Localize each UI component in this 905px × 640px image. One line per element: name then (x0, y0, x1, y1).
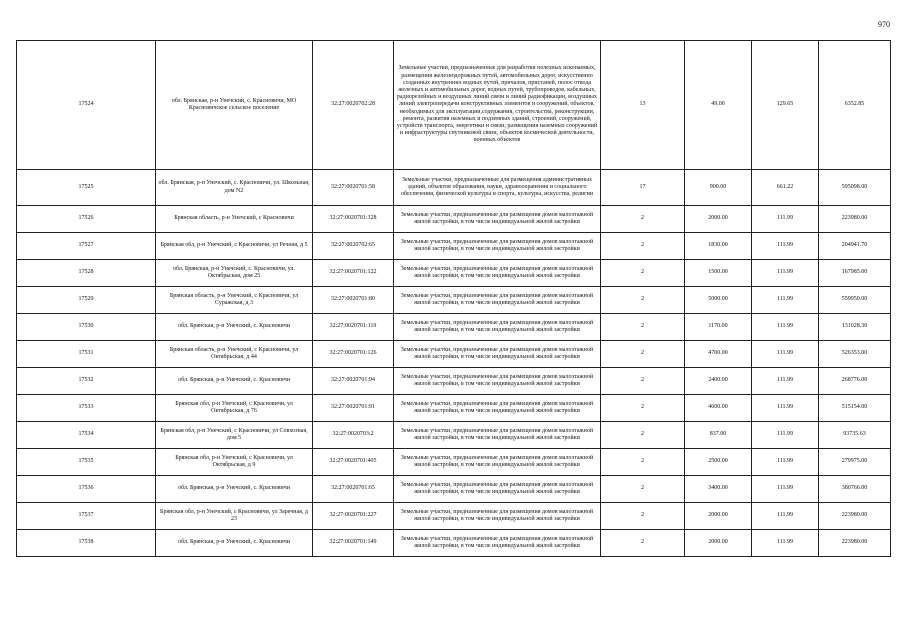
record-number: 17534 (17, 422, 156, 449)
use-group: 2 (601, 314, 685, 341)
table-body (17, 41, 891, 557)
cadastral-number: 32:27:0020701:65 (313, 476, 394, 503)
record-number: 17524 (17, 41, 156, 170)
use-group: 2 (601, 368, 685, 395)
cost-rate: 111.99 (752, 530, 819, 557)
land-use-purpose: Земельные участки, предназначенные для размещения домов малоэтажной жилой застройки, в том числе индивидуальной жилой застройки (394, 422, 601, 449)
use-group: 2 (601, 206, 685, 233)
record-number: 17531 (17, 341, 156, 368)
cadastral-cost: 268776.00 (819, 368, 891, 395)
table-row (17, 341, 891, 368)
land-use-purpose: Земельные участки, предназначенные для размещения домов малоэтажной жилой застройки, в том числе индивидуальной жилой застройки (394, 449, 601, 476)
area-value: 4700.00 (685, 341, 752, 368)
cost-rate: 111.99 (752, 341, 819, 368)
area-value: 1500.00 (685, 260, 752, 287)
cadastral-number: 32:27:0020701:149 (313, 530, 394, 557)
table-row (17, 170, 891, 206)
land-use-purpose: Земельные участки, предназначенные для размещения домов малоэтажной жилой застройки, в том числе индивидуальной жилой застройки (394, 206, 601, 233)
cost-rate: 111.99 (752, 233, 819, 260)
address-cell: Брянская обл, р-н Унечский, с Красновичи, ул Октябрьская, д 76 (156, 395, 313, 422)
land-use-purpose: Земельные участки, предназначенные для разработки полезных ископаемых, размещения железнодорожных путей, автомобильных дорог, искусственно созданных внутренних водных путей, причалов, пристаней, полос отвода железных и автомобильных дорог, водных путей, трубопроводов, кабельных, радиорелейных и воздушных линий связи и линий радиофикации, воздушных линий электропередачи конструктивных элементов и сооружений, объектов, необходимых для эксплуатации,содержания, строительства, реконструкции, ремонта, развития наземных и подземных зданий, строений, сооружений, устройств транспорта, энергетики и связи; размещения наземных сооружений и инфраструктуры спутниковой связи, объектов космической деятельности, военных объектов (394, 41, 601, 170)
record-number: 17538 (17, 530, 156, 557)
cadastral-number: 32:27:0020701:91 (313, 395, 394, 422)
address-cell: Брянская область, р-н Унечский, с Красновичи, ул Суражская, д 3 (156, 287, 313, 314)
land-use-purpose: Земельные участки, предназначенные для размещения домов малоэтажной жилой застройки, в том числе индивидуальной жилой застройки (394, 395, 601, 422)
cadastral-cost: 6352.85 (819, 41, 891, 170)
land-use-purpose: Земельные участки, предназначенные для размещения домов малоэтажной жилой застройки, в том числе индивидуальной жилой застройки (394, 260, 601, 287)
table-row (17, 233, 891, 260)
address-cell: обл. Брянская, р-н Унечский, с. Красновичи (156, 530, 313, 557)
table-row (17, 449, 891, 476)
cost-rate: 111.99 (752, 314, 819, 341)
record-number: 17529 (17, 287, 156, 314)
record-number: 17533 (17, 395, 156, 422)
cadastral-cost: 93735.63 (819, 422, 891, 449)
table-row (17, 287, 891, 314)
cost-rate: 111.99 (752, 476, 819, 503)
address-cell: Брянская область, р-н Унечский, с Красновичи (156, 206, 313, 233)
record-number: 17536 (17, 476, 156, 503)
land-use-purpose: Земельные участки, предназначенные для размещения домов малоэтажной жилой застройки, в том числе индивидуальной жилой застройки (394, 368, 601, 395)
cadastral-number: 32:27:0020701:58 (313, 170, 394, 206)
land-use-purpose: Земельные участки, предназначенные для размещения домов малоэтажной жилой застройки, в том числе индивидуальной жилой застройки (394, 233, 601, 260)
area-value: 4600.00 (685, 395, 752, 422)
address-cell: Брянская обл, р-н Унечский, с Красновичи, ул Речная, д 5 (156, 233, 313, 260)
address-cell: Брянская обл, р-н Унечский, с Красновичи, ул Совхозная, дом 5 (156, 422, 313, 449)
record-number: 17528 (17, 260, 156, 287)
area-value: 5000.00 (685, 287, 752, 314)
cadastral-number: 32:27:0020701:80 (313, 287, 394, 314)
land-use-purpose: Земельные участки, предназначенные для размещения домов малоэтажной жилой застройки, в том числе индивидуальной жилой застройки (394, 287, 601, 314)
cadastral-cost: 131028.30 (819, 314, 891, 341)
cadastral-number: 32:27:0020702:65 (313, 233, 394, 260)
cadastral-number: 32:27:0020701:405 (313, 449, 394, 476)
cadastral-number: 32:27:0020702:28 (313, 41, 394, 170)
record-number: 17532 (17, 368, 156, 395)
use-group: 2 (601, 476, 685, 503)
address-cell: обл. Брянская, р-н Унечский, с. Красновичи, ул. Октябрьская, дом 25 (156, 260, 313, 287)
use-group: 2 (601, 287, 685, 314)
table-row (17, 368, 891, 395)
cadastral-cost: 595098.00 (819, 170, 891, 206)
cost-rate: 111.99 (752, 206, 819, 233)
area-value: 2000.00 (685, 503, 752, 530)
cadastral-cost: 380766.00 (819, 476, 891, 503)
address-cell: Брянская обл, р-н Унечский, с Красновичи, ул Заречная, д 23 (156, 503, 313, 530)
cadastral-number: 32:27:0020701:122 (313, 260, 394, 287)
use-group: 2 (601, 395, 685, 422)
record-number: 17527 (17, 233, 156, 260)
use-group: 13 (601, 41, 685, 170)
table-row (17, 530, 891, 557)
cost-rate: 661.22 (752, 170, 819, 206)
cost-rate: 111.99 (752, 395, 819, 422)
table-row (17, 260, 891, 287)
cadastral-cost: 223980.00 (819, 206, 891, 233)
land-use-purpose: Земельные участки, предназначенные для размещения административных зданий, объектов образования, науки, здравоохранения и социального обеспечения, физической культуры и спорта, культуры, искусства, религии (394, 170, 601, 206)
table-row (17, 395, 891, 422)
cadastral-cost: 515154.00 (819, 395, 891, 422)
land-use-purpose: Земельные участки, предназначенные для размещения домов малоэтажной жилой застройки, в том числе индивидуальной жилой застройки (394, 476, 601, 503)
cadastral-number: 32:27:0020701:119 (313, 314, 394, 341)
cost-rate: 111.99 (752, 260, 819, 287)
use-group: 17 (601, 170, 685, 206)
table-row (17, 422, 891, 449)
area-value: 2000.00 (685, 530, 752, 557)
address-cell: Брянская область, р-н Унечский, с Красновичи, ул Октябрьская, д 44 (156, 341, 313, 368)
use-group: 2 (601, 341, 685, 368)
table-row (17, 476, 891, 503)
record-number: 17535 (17, 449, 156, 476)
address-cell: обл. Брянская, р-н Унечский, с. Красновичи (156, 314, 313, 341)
land-registry-table (16, 40, 891, 557)
cadastral-number: 32:27:0020703:2 (313, 422, 394, 449)
address-cell: обл. Брянская, р-н Унечский, с. Красновичи, ул. Школьная, дом N2 (156, 170, 313, 206)
use-group: 2 (601, 530, 685, 557)
cadastral-number: 32:27:0020701:94 (313, 368, 394, 395)
cadastral-cost: 279975.00 (819, 449, 891, 476)
table-row (17, 41, 891, 170)
land-use-purpose: Земельные участки, предназначенные для размещения домов малоэтажной жилой застройки, в том числе индивидуальной жилой застройки (394, 314, 601, 341)
cadastral-number: 32:27:0020701:227 (313, 503, 394, 530)
use-group: 2 (601, 233, 685, 260)
record-number: 17537 (17, 503, 156, 530)
cost-rate: 111.99 (752, 368, 819, 395)
use-group: 2 (601, 503, 685, 530)
cadastral-cost: 559950.00 (819, 287, 891, 314)
use-group: 2 (601, 260, 685, 287)
cost-rate: 111.99 (752, 449, 819, 476)
cost-rate: 111.99 (752, 503, 819, 530)
cadastral-number: 32:27:0020701:328 (313, 206, 394, 233)
address-cell: обл. Брянская, р-н Унечский, с. Красновичи (156, 476, 313, 503)
area-value: 837.00 (685, 422, 752, 449)
cost-rate: 111.99 (752, 422, 819, 449)
address-cell: Брянская обл, р-н Унечский, с Красновичи, ул Октябрьская, д 9 (156, 449, 313, 476)
cadastral-cost: 167985.00 (819, 260, 891, 287)
land-use-purpose: Земельные участки, предназначенные для размещения домов малоэтажной жилой застройки, в том числе индивидуальной жилой застройки (394, 530, 601, 557)
cadastral-cost: 526353.00 (819, 341, 891, 368)
use-group: 2 (601, 449, 685, 476)
cost-rate: 129.65 (752, 41, 819, 170)
address-cell: обл. Брянская, р-н Унечский, с. Красновичи (156, 368, 313, 395)
record-number: 17530 (17, 314, 156, 341)
table-row (17, 206, 891, 233)
table-row (17, 314, 891, 341)
area-value: 2400.00 (685, 368, 752, 395)
address-cell: обл. Брянская, р-н Унечский, с. Красновичи, МО Красновичское сельское поселение (156, 41, 313, 170)
table-row (17, 503, 891, 530)
area-value: 900.00 (685, 170, 752, 206)
page-number: 970 (878, 20, 890, 29)
record-number: 17525 (17, 170, 156, 206)
cadastral-cost: 223980.00 (819, 530, 891, 557)
land-use-purpose: Земельные участки, предназначенные для размещения домов малоэтажной жилой застройки, в том числе индивидуальной жилой застройки (394, 341, 601, 368)
use-group: 2 (601, 422, 685, 449)
area-value: 2500.00 (685, 449, 752, 476)
area-value: 1830.00 (685, 233, 752, 260)
land-use-purpose: Земельные участки, предназначенные для размещения домов малоэтажной жилой застройки, в том числе индивидуальной жилой застройки (394, 503, 601, 530)
area-value: 49.00 (685, 41, 752, 170)
cadastral-cost: 204941.70 (819, 233, 891, 260)
cadastral-number: 32:27:0020701:126 (313, 341, 394, 368)
record-number: 17526 (17, 206, 156, 233)
area-value: 3400.00 (685, 476, 752, 503)
cost-rate: 111.99 (752, 287, 819, 314)
area-value: 1170.00 (685, 314, 752, 341)
cadastral-cost: 223980.00 (819, 503, 891, 530)
area-value: 2000.00 (685, 206, 752, 233)
